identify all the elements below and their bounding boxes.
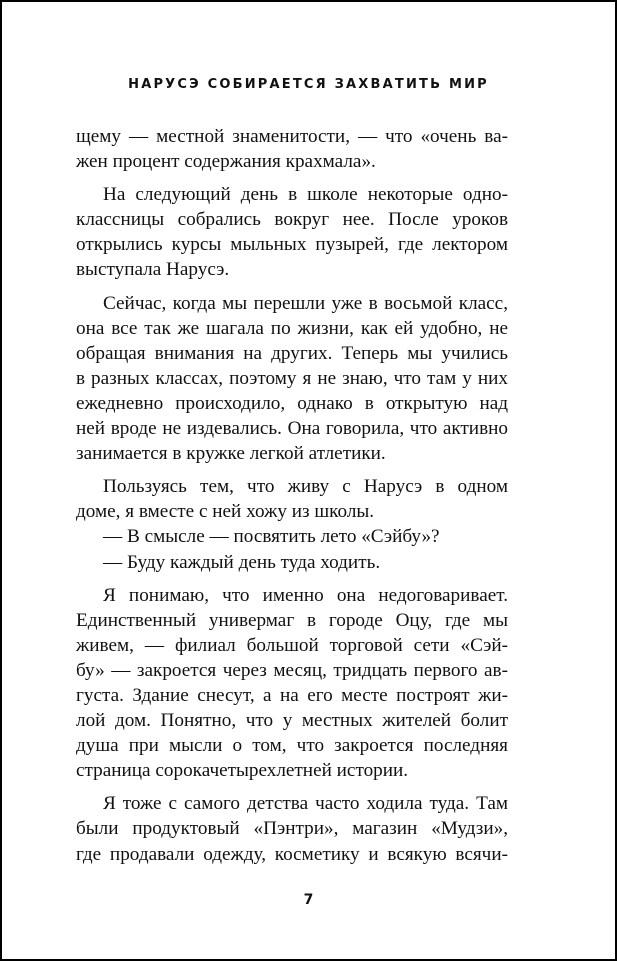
paragraph [76, 124, 508, 174]
paragraph-gap [76, 783, 508, 791]
paragraph [76, 474, 508, 524]
text-line: в разных классах, поэтому я не знаю, что там у них [76, 367, 508, 389]
page-number: 7 [303, 892, 314, 908]
text-line: выступала Нарусэ. [76, 259, 230, 281]
text-line: Сейчас, когда мы перешли уже в восьмой класс, [103, 292, 508, 314]
text-line: классницы собрались вокруг нее. После уроков [76, 209, 508, 231]
text-line: доме, я вместе с ней хожу из школы. [76, 501, 375, 523]
text-line: лой дом. Понятно, что у местных жителей болит [76, 710, 508, 732]
text-line: бу» — закроется через месяц, тридцать первого ав- [76, 659, 508, 681]
text-line: Пользуясь тем, что живу с Нарусэ в одном [103, 476, 508, 498]
text-line: она все так же шагала по жизни, как ей удобно, не [76, 317, 508, 339]
text-line: душа при мысли о том, что закроется последняя [76, 735, 508, 757]
text-line: Единственный универмаг в городе Оцу, где мы [76, 609, 508, 631]
text-line: обращая внимания на других. Теперь мы учились [76, 342, 508, 364]
text-line: страница сорокачетырехлетней истории. [76, 760, 409, 782]
paragraph [76, 583, 508, 784]
text-line: щему — местной знаменитости, — что «очень ва- [76, 126, 508, 147]
paragraph-gap [76, 575, 508, 583]
running-header: НАРУСЭ СОБИРАЕТСЯ ЗАХВАТИТЬ МИР [128, 77, 489, 92]
text-line: — Буду каждый день туда ходить. [103, 551, 381, 573]
paragraph [76, 182, 508, 282]
text-line: жен процент содержания крахмала». [76, 151, 376, 173]
text-line: Я понимаю, что именно она недоговаривает. [103, 584, 508, 606]
body-text [76, 124, 508, 867]
text-line: — В смысле — посвятить лето «Сэйбу»? [103, 526, 440, 548]
text-line: ежедневно происходило, однако в открытую над [76, 392, 508, 414]
text-line: открылись курсы мыльных пузырей, где лектором [76, 234, 508, 256]
text-line: густа. Здание снесут, а на его месте построят жи- [76, 684, 508, 706]
text-line: занимается в кружке легкой атлетики. [76, 443, 386, 465]
text-line: где продавали одежду, косметику и всякую всячи- [76, 843, 508, 865]
paragraph-gap [76, 466, 508, 474]
text-line: Я тоже с самого детства часто ходила туда. Там [103, 793, 508, 815]
text-line: ней вроде не издевались. Она говорила, что активно [76, 418, 508, 440]
text-line: были продуктовый «Пэнтри», магазин «Мудзи», [76, 818, 508, 840]
paragraph [76, 550, 508, 575]
text-line: живем, — филиал большой торговой сети «Сэй- [76, 634, 508, 656]
paragraph [76, 524, 508, 549]
text-line: На следующий день в школе некоторые одно- [103, 184, 508, 206]
paragraph [76, 791, 508, 866]
paragraph [76, 291, 508, 467]
paragraph-gap [76, 174, 508, 182]
paragraph-gap [76, 283, 508, 291]
